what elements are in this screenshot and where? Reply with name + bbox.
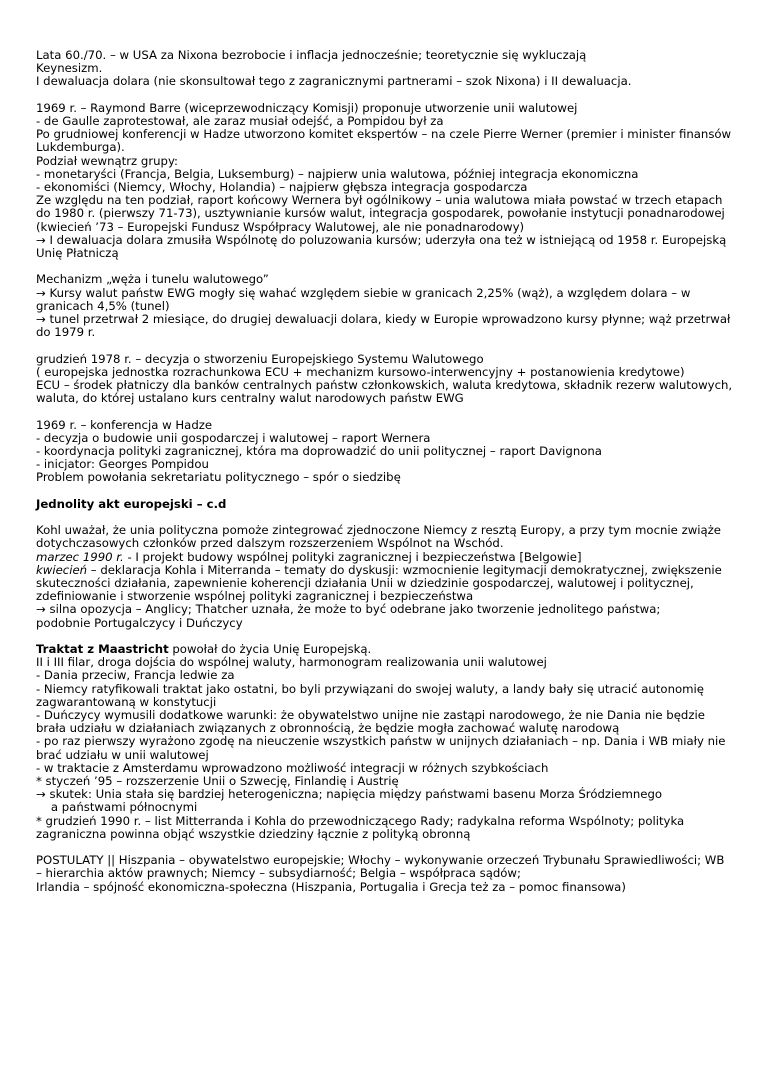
text-line: granicach 4,5% (tunel) bbox=[36, 298, 170, 313]
text-line: brała udziału w działaniach związanych z obronnością, że będzie mogła zachować walutę narodową bbox=[36, 721, 620, 736]
text-line: dotychczasowych członków przed dalszym rozszerzeniem Wspólnot na Wschód. bbox=[36, 536, 504, 551]
text-line: Mechanizm „węża i tunelu walutowego” bbox=[36, 272, 269, 287]
text-line: podobnie Portugalczycy i Duńczycy bbox=[36, 615, 243, 630]
text-line: 1969 r. – Raymond Barre (wiceprzewodniczący Komisji) proponuje utworzenie unii walutowej bbox=[36, 100, 578, 115]
paragraph-kohl bbox=[36, 524, 726, 630]
text-line: - Dania przeciw, Francja ledwie za bbox=[36, 668, 235, 683]
text-line: - Niemcy ratyfikowali traktat jako ostatni, bo byli przywiązani do swojej waluty, a landy bały się utracić autonomię bbox=[36, 681, 704, 696]
text-line: Lukdemburga). bbox=[36, 140, 125, 155]
paragraph-postulates bbox=[36, 854, 726, 894]
text-line: Problem powołania sekretariatu politycznego – spór o siedzibę bbox=[36, 470, 401, 485]
text-line: - inicjator: Georges Pompidou bbox=[36, 457, 209, 472]
text-line: do 1980 r. (pierwszy 71-73), usztywnianie kursów walut, integracja gospodarek, powołanie instytucji ponadnarodowej bbox=[36, 206, 725, 221]
text-line: - de Gaulle zaprotestował, ale zaraz musiał odejść, a Pompidou był za bbox=[36, 114, 444, 128]
text-fragment: powołał do życia Unię Europejską. bbox=[168, 642, 372, 657]
text-line: – hierarchia aktów prawnych; Niemcy – subsydiarność; Belgia – współpraca sądów; bbox=[36, 866, 521, 881]
text-line: (kwiecień ’73 – Europejski Fundusz Współpracy Walutowej, ale nie ponadnarodowy) bbox=[36, 219, 525, 234]
text-line: - Duńczycy wymusili dodatkowe warunki: że obywatelstwo unijne nie zastąpi narodowego, że nie Dania nie będzie bbox=[36, 708, 705, 723]
blank-line bbox=[36, 485, 726, 498]
text-line: grudzień 1978 r. – decyzja o stworzeniu Europejskiego Systemu Walutowego bbox=[36, 351, 484, 366]
text-line: Ze względu na ten podział, raport końcowy Wernera był ogólnikowy – unia walutowa miała powstać w trzech etapach bbox=[36, 193, 723, 208]
text-line: - decyzja o budowie unii gospodarczej i walutowej – raport Wernera bbox=[36, 430, 431, 445]
text-line: - koordynacja polityki zagranicznej, która ma doprowadzić do unii politycznej – raport Davignona bbox=[36, 444, 602, 459]
text-line: Unię Płatniczą bbox=[36, 246, 119, 261]
text-line: * grudzień 1990 r. – list Mitterranda i Kohla do przewodniczącego Rady; radykalna reforma Wspólnoty; polityka bbox=[36, 813, 685, 828]
text-line: skuteczności działania, zapewnienie koherencji działania Unii w dziedzinie gospodarczej, walutowej i politycznej, bbox=[36, 576, 694, 591]
text-line: brać udziału w unii walutowej bbox=[36, 747, 209, 762]
text-line: Irlandia – spójność ekonomiczna-społeczna (Hiszpania, Portugalia i Grecja też za – pomoc finansowa) bbox=[36, 879, 626, 894]
text-line: a państwami północnymi bbox=[36, 800, 198, 815]
document-page bbox=[36, 48, 733, 894]
blank-line bbox=[36, 405, 726, 418]
text-line: Lata 60./70. – w USA za Nixona bezrobocie i inflacja jednocześnie; teoretycznie się wykluczają bbox=[36, 48, 587, 62]
text-line: 1969 r. – konferencja w Hadze bbox=[36, 417, 213, 432]
text-line: * styczeń ’95 – rozszerzenie Unii o Szwecję, Finlandię i Austrię bbox=[36, 774, 399, 789]
text-line: Keynesizm. bbox=[36, 61, 103, 76]
paragraph-werner-plan bbox=[36, 100, 732, 261]
date-italic: kwiecień bbox=[36, 562, 88, 577]
text-line: waluta, do której ustalano kurs centralny walut narodowych państw EWG bbox=[36, 391, 464, 406]
text-line: POSTULATY || Hiszpania – obywatelstwo europejskie; Włochy – wykonywanie orzeczeń Trybunału Sprawiedliwości; WB bbox=[36, 853, 725, 868]
text-line: ( europejska jednostka rozrachunkowa ECU + mechanizm kursowo-interwencyjny + postanowienia kredytowe) bbox=[36, 364, 685, 379]
text-line: → skutek: Unia stała się bardziej heterogeniczna; napięcia między państwami basenu Morza Śródziemnego bbox=[36, 787, 663, 802]
text-line: Podział wewnątrz grupy: bbox=[36, 153, 178, 168]
text-line: → silna opozycja – Anglicy; Thatcher uznała, że może to być odebrane jako tworzenie jednolitego państwa; bbox=[36, 602, 661, 617]
text-line: I dewaluacja dolara (nie skonsultował tego z zagranicznymi partnerami – szok Nixona) i II dewaluacja. bbox=[36, 74, 632, 89]
text-line: → I dewaluacja dolara zmusiła Wspólnotę do poluzowania kursów; uderzyła ona też w istniejącą od 1958 r. Europejską bbox=[36, 232, 727, 247]
text-line: zdefiniowanie i stworzenie wspólnej polityki zagranicznej i bezpieczeństwa bbox=[36, 589, 474, 604]
text-line: Po grudniowej konferencji w Hadze utworzono komitet ekspertów – na czele Pierre Werner (premier i minister finansów bbox=[36, 127, 732, 142]
paragraph-nixon bbox=[36, 49, 726, 89]
paragraph-ems bbox=[36, 351, 733, 406]
text-line: zagwarantowaną w konstytucji bbox=[36, 694, 217, 709]
text-line: - po raz pierwszy wyrażono zgodę na nieuczenie wszystkich państw w unijnych działaniach – np. Dania i WB miały nie bbox=[36, 734, 726, 749]
paragraph-hague-conference bbox=[36, 419, 726, 485]
treaty-name-bold: Traktat z Maastricht bbox=[36, 642, 169, 657]
text-line: - monetaryści (Francja, Belgia, Luksemburg) – najpierw unia walutowa, później integracja ekonomiczna bbox=[36, 166, 639, 181]
text-line: Kohl uważał, że unia polityczna pomoże zintegrować zjednoczone Niemcy z resztą Europy, a przy tym mocnie zwiąże bbox=[36, 523, 721, 538]
date-italic: marzec 1990 r. bbox=[36, 549, 124, 564]
blank-line bbox=[36, 339, 726, 352]
text-fragment: - I projekt budowy wspólnej polityki zagranicznej i bezpieczeństwa [Belgowie] bbox=[123, 549, 582, 564]
text-line: - w traktacie z Amsterdamu wprowadzono możliwość integracji w różnych szybkościach bbox=[36, 760, 549, 775]
text-fragment: – deklaracja Kohla i Miterranda – tematy do dyskusji: wzmocnienie legitymacji demokratycznej, zwiększenie bbox=[87, 562, 722, 577]
text-line: → Kursy walut państw EWG mogły się wahać względem siebie w granicach 2,25% (wąż), a względem dolara – w bbox=[36, 285, 691, 300]
text-line: zagraniczna powinna objąć wszystkie dziedziny łącznie z polityką obronną bbox=[36, 826, 471, 841]
text-line: II i III filar, droga dojścia do wspólnej waluty, harmonogram realizowania unii walutowej bbox=[36, 655, 547, 670]
paragraph-snake-tunnel bbox=[36, 272, 731, 340]
text-line: → tunel przetrwał 2 miesiące, do drugiej dewaluacji dolara, kiedy w Europie wprowadzono kursy płynne; wąż przetrwał bbox=[36, 312, 731, 327]
text-line: - ekonomiści (Niemcy, Włochy, Holandia) – najpierw głębsza integracja gospodarcza bbox=[36, 180, 528, 195]
paragraph-maastricht bbox=[36, 643, 726, 841]
section-heading: Jednolity akt europejski – c.d bbox=[36, 496, 227, 511]
text-line: ECU – środek płatniczy dla banków centralnych państw członkowskich, waluta kredytowa, składnik rezerw walutowych, bbox=[36, 378, 733, 393]
text-line: do 1979 r. bbox=[36, 325, 96, 340]
blank-line bbox=[36, 89, 726, 102]
